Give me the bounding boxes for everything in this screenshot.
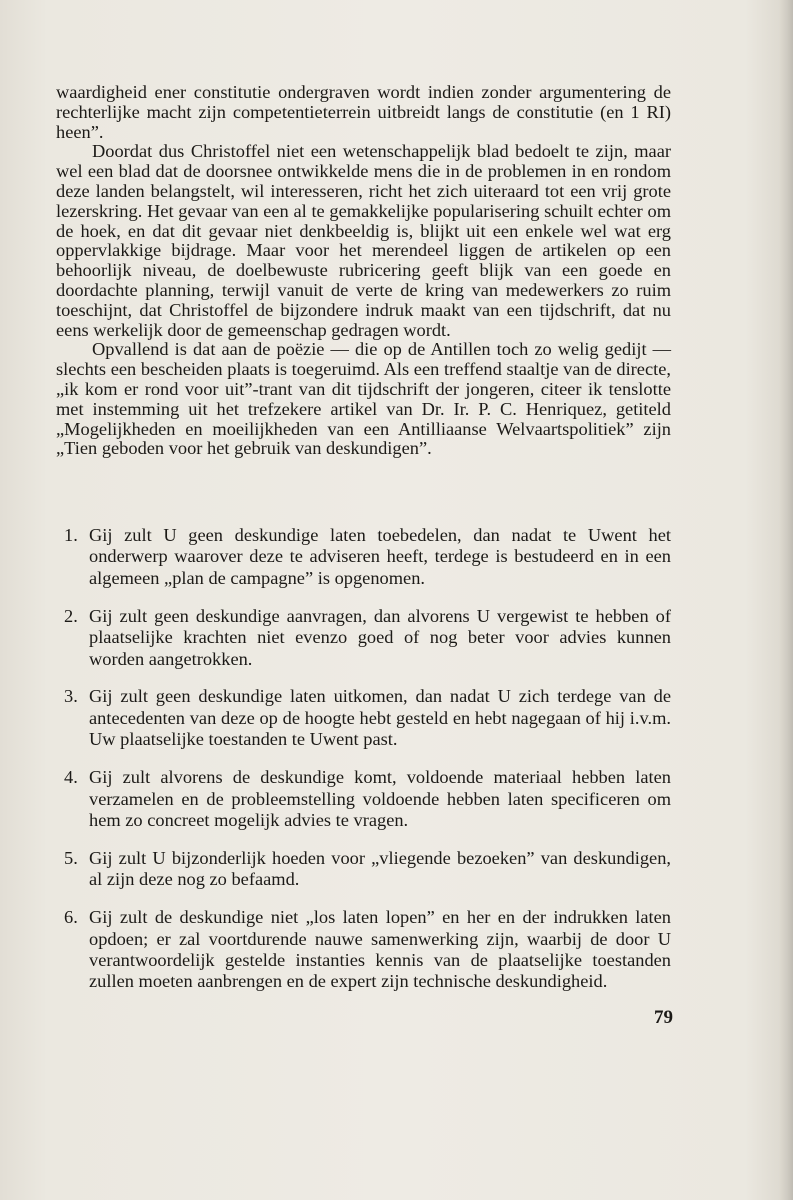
list-item [56, 767, 671, 831]
list-item [56, 606, 671, 670]
list-item-number: 6. [64, 907, 78, 928]
list-item-text: Gij zult alvorens de deskundige komt, voldoende materiaal hebben laten verzamelen en de probleemstelling voldoende hebben laten specificeren om hem zo concreet mogelijk advies te vragen. [89, 767, 671, 830]
page-number: 79 [654, 1007, 673, 1028]
list-item [56, 525, 671, 589]
list-item-text: Gij zult U bijzonderlijk hoeden voor „vliegende bezoeken” van deskundigen, al zijn deze nog zo befaamd. [89, 847, 671, 890]
list-item-number: 2. [64, 605, 78, 626]
list-item [56, 907, 671, 993]
list-item [56, 686, 671, 750]
list-item-text: Gij zult geen deskundige aanvragen, dan alvorens U vergewist te hebben of plaatselijke krachten niet evenzo goed of nog beter voor advies kunnen worden aangetrokken. [89, 605, 671, 669]
body-text [56, 83, 671, 459]
list-item-text: Gij zult U geen deskundige laten toebedelen, dan nadat te Uwent het onderwerp waarover deze te adviseren heeft, terdege is bestudeerd en in een algemeen „plan de campagne” is opgenomen. [89, 525, 671, 588]
page-edge-shadow [779, 0, 793, 1200]
list-item [56, 848, 671, 891]
list-item-number: 5. [64, 847, 78, 868]
list-item-number: 3. [64, 686, 78, 707]
paragraph-continuation: waardigheid ener constitutie ondergraven wordt indien zonder argumentering de rechterlijke macht zijn competentieterrein uitbreidt langs de constitutie (en 1 RI) heen”. [56, 82, 671, 142]
list-item-text: Gij zult geen deskundige laten uitkomen, dan nadat U zich terdege van de antecedenten van deze op de hoogte hebt gesteld en hebt nagegaan of hij i.v.m. Uw plaatselijke toestanden te Uwent past. [89, 686, 671, 750]
paragraph-christoffel: Doordat dus Christoffel niet een wetenschappelijk blad bedoelt te zijn, maar wel een blad dat de doorsnee ontwikkelde mens die in de problemen in en rondom deze landen belangstelt, wil interesseren, richt het zich uiteraard tot een vrij grote lezerskring. Het gevaar van een al te gemakkelijke popularisering schuilt echter om de hoek, en dat dit gevaar niet denkbeeldig is, blijkt uit een enkele wel wat erg oppervlakkige bijdrage. Maar voor het merendeel liggen de artikelen op een behoorlijk niveau, de doelbewuste rubricering geeft blijk van een goede en doordachte planning, terwijl vanuit de verte de kring van medewerkers zo ruim toeschijnt, dat Christoffel de bijzondere indruk maakt van een tijdschrift, dat nu eens werkelijk door de gemeenschap gedragen wordt. [56, 141, 671, 340]
paragraph-poetry: Opvallend is dat aan de poëzie — die op de Antillen toch zo welig gedijt — slechts een bescheiden plaats is toegeruimd. Als een treffend staaltje van de directe, „ik kom er rond voor uit”-trant van dit tijdschrift der jongeren, citeer ik tenslotte met instemming uit het trefzekere artikel van Dr. Ir. P. C. Henriquez, getiteld „Mogelijkheden en moeilijkheden van een Antilliaanse Welvaartspolitiek” zijn „Tien geboden voor het gebruik van deskundigen”. [56, 339, 671, 459]
list-item-number: 4. [64, 767, 78, 788]
list-item-text: Gij zult de deskundige niet „los laten lopen” en her en der indrukken laten opdoen; er zal voortdurende nauwe samenwerking zijn, waarbij de door U verantwoordelijk gestelde instanties kennis van de plaatselijke toestanden zullen moeten aanbrengen en de expert zijn technische deskundigheid. [89, 907, 671, 992]
commandments-list [56, 525, 671, 1009]
list-item-number: 1. [64, 525, 78, 545]
